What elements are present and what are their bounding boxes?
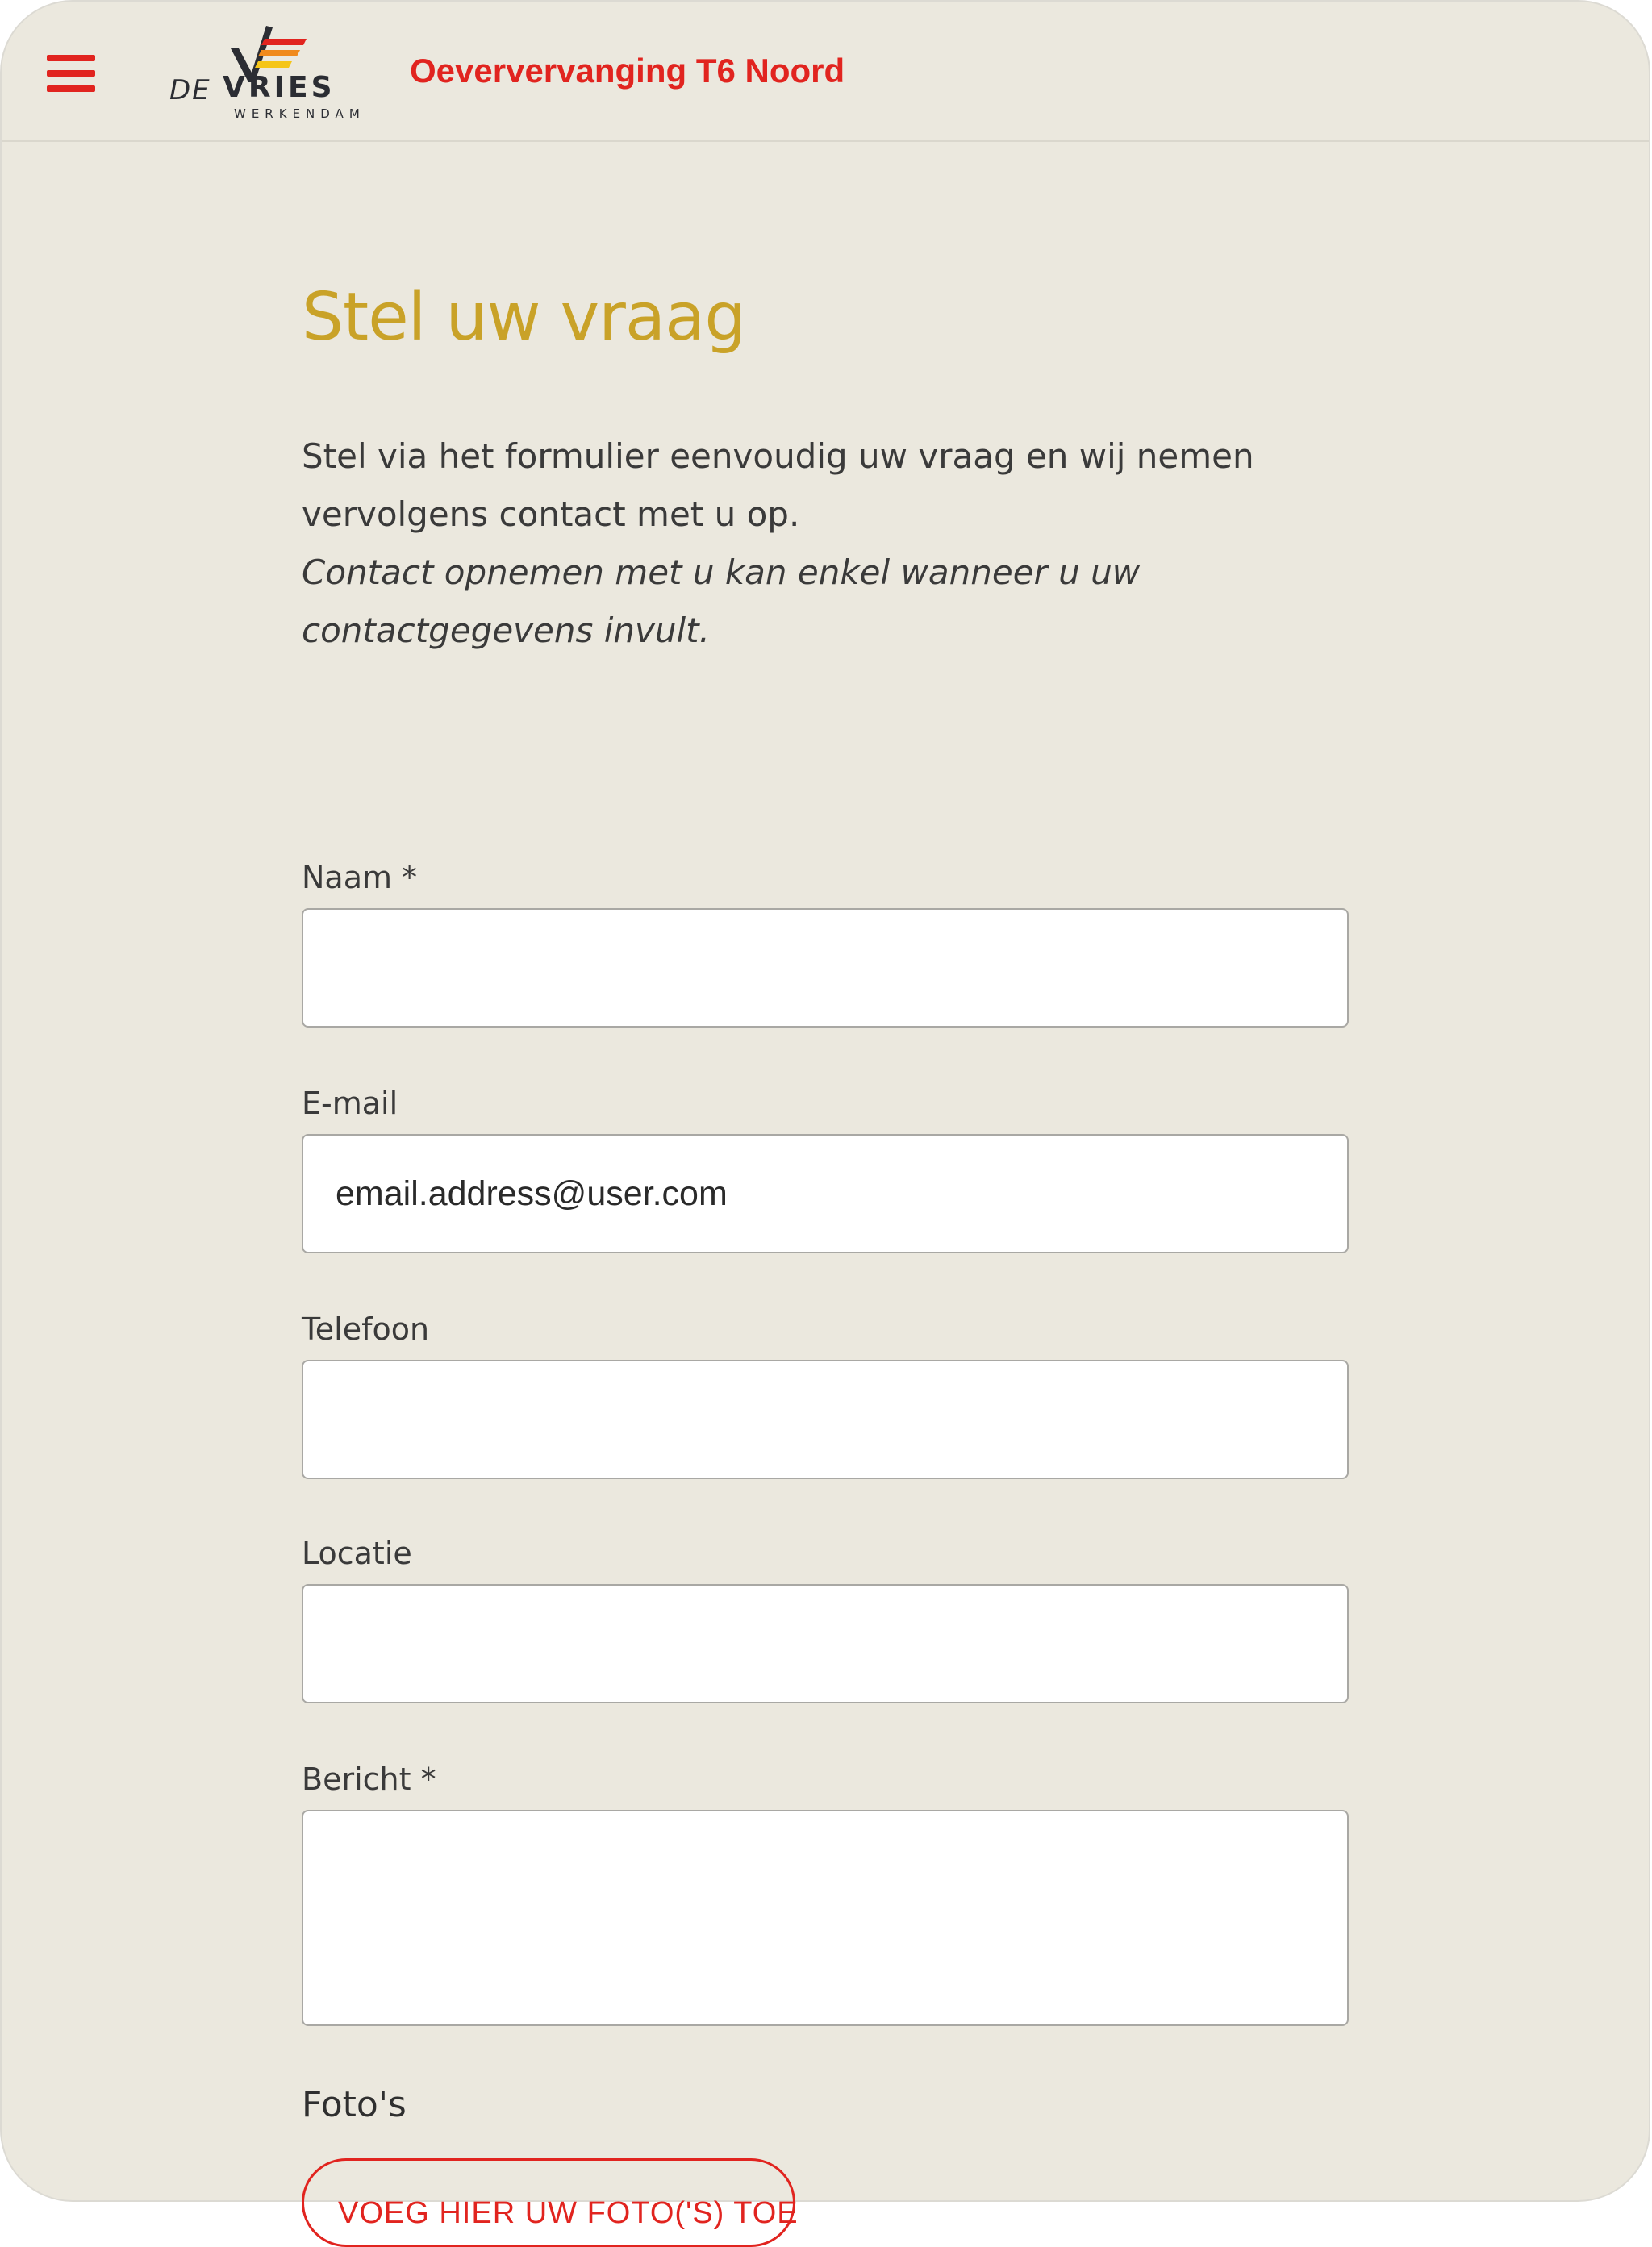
intro-note: Contact opnemen met u kan enkel wanneer u uw contactgegevens invult. xyxy=(302,552,1141,650)
bericht-textarea[interactable] xyxy=(302,1810,1349,2026)
project-title-link[interactable]: Oeververvanging T6 Noord xyxy=(410,52,845,90)
telefoon-label: Telefoon xyxy=(302,1311,430,1347)
logo-text-vries: VRIES xyxy=(223,71,336,104)
telefoon-input[interactable] xyxy=(302,1360,1349,1479)
hamburger-menu-icon[interactable] xyxy=(47,53,95,94)
add-photos-button[interactable]: VOEG HIER UW FOTO('S) TOE xyxy=(302,2158,795,2247)
site-header xyxy=(2,2,1649,142)
logo-text-werkendam: WERKENDAM xyxy=(234,106,365,121)
intro-sentence: Stel via het formulier eenvoudig uw vraag en wij nemen vervolgens contact met u op. xyxy=(302,436,1254,534)
photos-label: Foto's xyxy=(302,2084,407,2125)
locatie-input[interactable] xyxy=(302,1584,1349,1703)
intro-text xyxy=(302,427,1350,660)
email-label: E-mail xyxy=(302,1086,398,1121)
locatie-label: Locatie xyxy=(302,1536,412,1571)
naam-input[interactable] xyxy=(302,908,1349,1028)
logo-text-de: DE xyxy=(169,74,211,106)
page-title: Stel uw vraag xyxy=(302,279,746,356)
email-input[interactable] xyxy=(302,1134,1349,1253)
naam-label: Naam * xyxy=(302,860,418,895)
company-logo[interactable] xyxy=(166,26,368,124)
bericht-label: Bericht * xyxy=(302,1761,436,1797)
